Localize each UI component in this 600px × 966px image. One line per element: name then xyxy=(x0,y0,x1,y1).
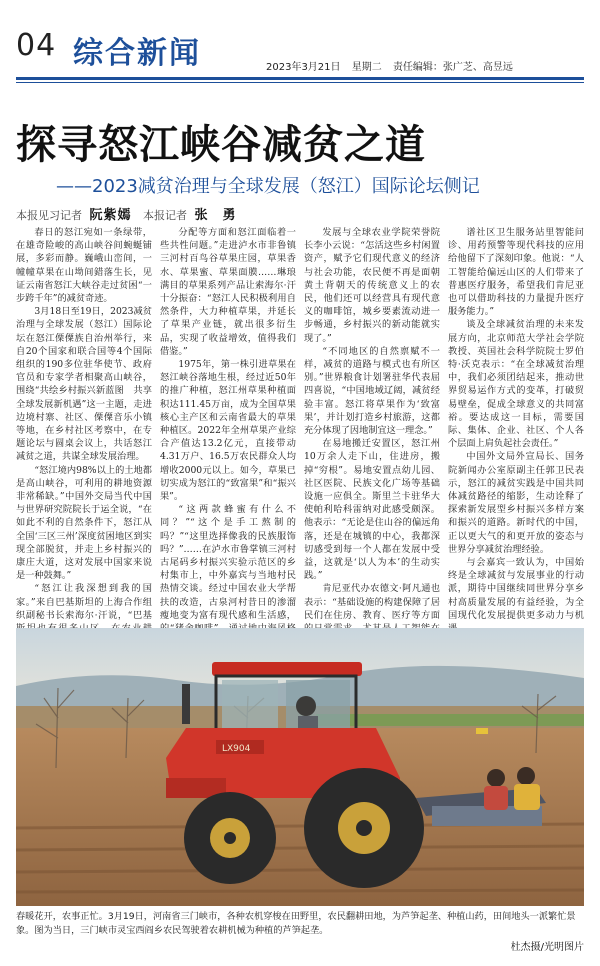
article-paragraph: 分配等方面和怒江面临着一些共性问题。”走进泸水市非鲁镇三河村百鸟谷草果庄园，草果香水、草果蜜、草果面膜……琳琅满目的草果系列产品让索海尔·汗十分振奋：“怒江人民积极利用自然条件，大力种植草果，并延长了草果产业链，就出很多衍生品，实现了收益增效，值得我们借鉴。” xyxy=(160,227,296,357)
header-rule xyxy=(16,77,584,80)
article-paragraph: “怒江让我深想到我的国家。”来自巴基斯坦的上海合作组织副秘书长索海尔·汗说，“巴基 xyxy=(16,583,152,621)
reporter-1: 阮紫嫣 xyxy=(89,208,132,223)
article-column-2 xyxy=(160,226,296,622)
article-paragraph: “不同地区的自然禀赋不一样，减贫的道路与模式也有所区别。”世界粮食计划署驻华代表屈四喜说，“中国地域辽阔，减贫经验丰富。怒江将草果作为‘致富果’，并计划打造乡村旅游，这都充分体现了因地制宜这一理念。” xyxy=(304,345,440,437)
article-column-4 xyxy=(448,226,584,622)
article-paragraph: “怒江境内98%以上的土地都是高山峡谷，可利用的耕地资源非常稀缺。”中国外交局当代中国与世界研究院院长于运全说，“在如此不利的自然条件下，怒江从全国‘三区三州’深度贫困地区到实现全部脱贫，并走上乡村振兴的康庄大道，这对发展中国家来说是一种鼓舞。” xyxy=(16,464,152,582)
header-meta xyxy=(266,58,521,73)
issue-weekday: 星期二 xyxy=(351,62,382,73)
page-number: 04 xyxy=(16,28,57,63)
article-paragraph: 肯尼亚代办农德文·阿凡通也表示：“基础设施的构建保障了居民们在住房、教育、医疗等方面 xyxy=(304,583,440,621)
byline-prefix-2: 本报记者 xyxy=(143,209,188,222)
tractor-field-photo xyxy=(16,628,584,906)
section-title: 综合新闻 xyxy=(73,36,201,71)
article-paragraph: 谈及全球减贫治理的未来发展方向，北京师范大学社会学院教授、英国社会科学院院士罗伯特·沃克表示：“在全球减贫治理中，我们必须团结起来，推动世界贸易运作方式的变革，打破贸易壁垒，促成全球意义的共同富裕。要达成这一目标，需要国际、集体、企业、社区、个人各个层面上肩负起社会责任。” xyxy=(448,319,584,450)
photo-caption: 春暖花开，农事正忙。3月19日，河南省三门峡市，各种农机穿梭在田野里，农民翻耕田地，为芦笋起垄、种植山药，田间地头一派繁忙景象。图为当日，三门峡市灵宝西阎乡农民驾驶着农耕机械为种植的芦笋起垄。 xyxy=(16,911,576,936)
byline-prefix-1: 本报见习记者 xyxy=(16,209,82,222)
headline: 探寻怒江峡谷减贫之道 xyxy=(16,121,426,168)
article-paragraph: 发展与全球农业学院荣誉院长李小云说：“怎活这些乡村闲置资产，赋予它们现代意义的经济与社会功能，农民便不再是面朝黄土背朝天的传统意义上的农民，他们还可以经营具有现代意义的咖啡馆，城乡要素流动进一步畅通，乡村振兴的新动能就实现了。” xyxy=(304,227,440,344)
reporter-2: 张 勇 xyxy=(194,208,237,223)
article-paragraph: 在易地搬迁安置区，怒江州10万余人走下山，住进房，搬掉“穷根”。易地安置点幼儿园、社区医院、民族文化广场等基础设施一应俱全。斯里兰卡驻华大使帕利哈科雷纳对此感受颇深。他表示：“无论是住山谷的偏远角落，还是在城镇的中心，我都深切感受到每一个人都在发展中受益，这就是‘以人为本’的生动实践。” xyxy=(304,438,440,582)
article-column-3 xyxy=(304,226,440,622)
article-paragraph: 谱社区卫生服务站里智能问诊、用药预警等现代科技的应用给他留下了深刻印象。他说：“人工智能给偏远山区的人们带来了普惠医疗服务，希望我们肯尼亚也可以借助科技的力量提升医疗服务能力。” xyxy=(448,227,584,318)
issue-date: 2023年3月21日 xyxy=(266,62,341,73)
article-paragraph: 中国外文局外宣局长、国务院新闻办公室原副主任郭卫民表示，怒江的减贫实践是中国共同体减贫路径的缩影，生动诠释了探索新发展型乡村振兴多样方案和振兴的道路。新时代的中国，正以更大气的和更开放的姿态与世界分享减贫治理经验。 xyxy=(448,451,584,555)
editors: 责任编辑：张广芝、高昱远 xyxy=(392,62,513,73)
tractor-plate: LX904 xyxy=(222,744,251,754)
byline xyxy=(16,204,245,223)
news-photo xyxy=(16,628,584,906)
subheadline: ——2023减贫治理与全球发展（怒江）国际论坛侧记 xyxy=(56,176,480,197)
article-paragraph: “这两款蜂蜜有什么不同？”“这个是手工熬制的吗？”“这里选择像我的民族服饰吗？”……在泸水市鲁掌镇三河村古尾码乡村振兴实验示范区的乡村集市上，中外嘉宾与当地村民热情交谈。经过中国农业大学帮扶的改造，古泉河村昔日的渗溜瘦地变为富有现代感和生活感， xyxy=(160,504,296,621)
article-paragraph: 3月18日至19日，2023减贫治理与全球发展（怒江）国际论坛在怒江傈僳族自治州举行，来自20个国家和联合国等4个国际组织的190多位驻华使节、政府官员和专家学者相聚高山峡谷，围绕“共绘乡村振兴新蓝图 共享全球发展新机遇”这一主题，走进边境村寨、社区、傈僳音乐小镇等地，在乡村社区考察中，在专题论坛与圆桌会议上，共话怒江减贫之道，共谋全球发展治理。 xyxy=(16,306,152,463)
article-paragraph: 1975年，第一株引进草果在怒江峡谷落地生根，经过近50年的推广种植，怒江州草果种植面积达111.45万亩，成为全国草果核心主产区和云南省最大的草果种植区。2022年全州草果产业综合产值达13.2亿元，直接带动4.31万户、16.5万农民群众人均增收2000元以上。如今，草果已切实成为怒江的“致富果”和“振兴果”。 xyxy=(160,359,296,503)
article-paragraph: 与会嘉宾一致认为，中国始终是全球减贫与发展事业的行动派，期待中国继续同世界分享乡村高质量发展的有益经验，为全国现代化发展提供更多动力与机 xyxy=(448,557,584,621)
header-rule-thin xyxy=(16,82,584,83)
article-body xyxy=(16,226,584,622)
article-paragraph: 春日的怒江宛如一条绿带，在雄奇险峻的高山峡谷间蜿蜒铺展，多彩而静。巍峨山峦间，一幢幢草果在山坳间錯落生长，见证云南省怒江大峡谷走过贫困“一步跨千年”的减贫奇迹。 xyxy=(16,227,152,305)
photo-credit: 杜杰摄/光明图片 xyxy=(510,942,584,953)
article-column-1 xyxy=(16,226,152,622)
